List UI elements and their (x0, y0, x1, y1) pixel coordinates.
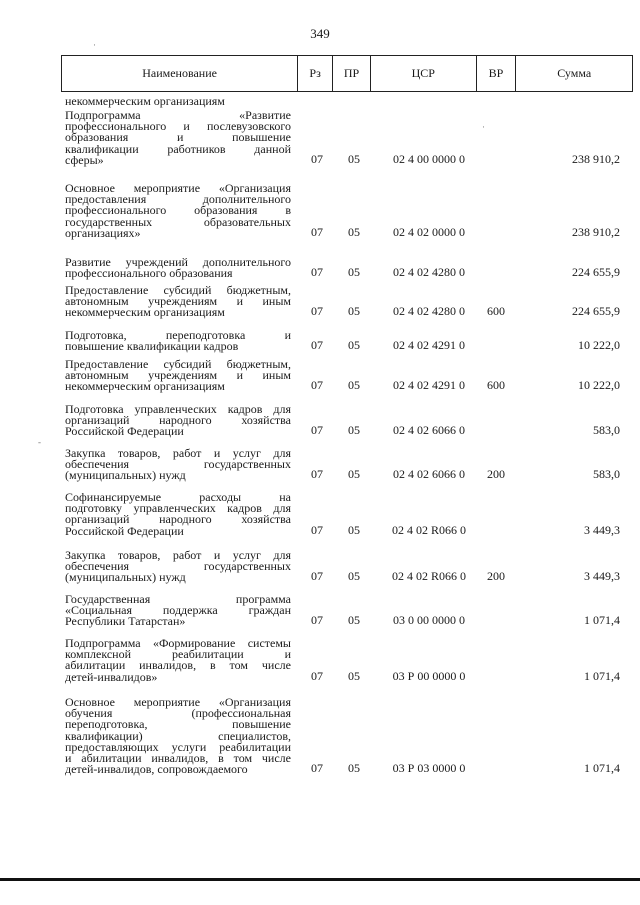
row-pr: 05 (348, 522, 360, 537)
row-name (65, 492, 291, 537)
row-name-line: обеспечения государственных (65, 559, 291, 574)
row-name-line: детей-инвалидов» (65, 669, 158, 684)
row-name (65, 638, 291, 683)
row-name-line: Предоставление субсидий бюджетным, (65, 283, 291, 297)
row-name-line: профессионального и послевузовского (65, 119, 291, 134)
row-name-line: (муниципальных) нужд (65, 468, 186, 483)
row-csr: 02 4 02 4291 0 (393, 378, 465, 393)
row-rz: 07 (311, 338, 323, 353)
row-sum: 238 910,2 (572, 224, 620, 239)
row-name-line: Основное мероприятие «Организация (65, 695, 291, 709)
row-name-line: Софинансируемые расходы на (65, 490, 291, 504)
header-name: Наименование (62, 56, 298, 91)
row-name-line: Подготовка управленческих кадров для (65, 402, 291, 416)
row-pr: 05 (348, 668, 360, 683)
row-name-line: (муниципальных) нужд (65, 570, 186, 585)
row-pr: 05 (348, 761, 360, 776)
row-name (65, 285, 291, 319)
header-sum: Сумма (557, 66, 592, 80)
row-csr: 03 0 00 0000 0 (393, 613, 465, 628)
row-name-line: комплексной реабилитации и (65, 647, 291, 662)
row-csr: 02 4 02 6066 0 (393, 423, 465, 438)
row-name (65, 550, 291, 584)
row-vr: 600 (487, 378, 505, 393)
row-sum: 1 071,4 (584, 613, 620, 628)
row-rz: 07 (311, 423, 323, 438)
row-name-line: Республики Татарстан» (65, 614, 186, 629)
row-name-line: организаций народного хозяйства (65, 512, 291, 527)
row-csr: 03 Р 00 0000 0 (392, 668, 466, 683)
row-rz: 07 (311, 224, 323, 239)
row-sum: 238 910,2 (572, 151, 620, 166)
row-pr: 05 (348, 378, 360, 393)
row-name (65, 257, 291, 279)
row-pr: 05 (348, 338, 360, 353)
scan-mark: · (482, 122, 485, 132)
row-name-line: автономным учреждениям и иным (65, 368, 291, 383)
scan-mark: - (38, 437, 41, 447)
row-rz: 07 (311, 761, 323, 776)
row-name-line: Российской Федерации (65, 523, 184, 538)
header-rz: Рз (298, 56, 333, 91)
row-pr: 05 (348, 423, 360, 438)
row-rz: 07 (311, 522, 323, 537)
row-name-line: некоммерческим организациям (65, 379, 225, 394)
row-sum: 583,0 (593, 423, 620, 438)
header-pr: ПР (333, 56, 371, 91)
row-name-line: Закупка товаров, работ и услуг для (65, 446, 291, 460)
row-csr: 02 4 02 0000 0 (393, 224, 465, 239)
row-name-line: абилитации инвалидов, в том числе (65, 658, 291, 673)
row-csr: 02 4 02 R066 0 (391, 522, 466, 537)
row-vr: 200 (487, 467, 505, 482)
row-name-line: предоставления дополнительного (65, 192, 291, 207)
row-vr: 600 (487, 304, 505, 319)
row-rz: 07 (311, 151, 323, 166)
row-sum: 10 222,0 (578, 338, 620, 353)
row-name-line: и абилитации инвалидов, в том числе (65, 751, 291, 766)
row-sum: 224 655,9 (572, 265, 620, 280)
table-header (61, 55, 633, 92)
row-name (65, 448, 291, 482)
row-pr: 05 (348, 613, 360, 628)
row-csr: 02 4 02 4280 0 (393, 304, 465, 319)
row-rz: 07 (311, 467, 323, 482)
row-name-line: Развитие учреждений дополнительного (65, 255, 291, 269)
scan-mark: · (93, 40, 96, 50)
row-name-line: организаций народного хозяйства (65, 413, 291, 428)
row-sum: 224 655,9 (572, 304, 620, 319)
row-name-line: повышение квалификации кадров (65, 339, 239, 354)
row-sum: 583,0 (593, 467, 620, 482)
row-rz: 07 (311, 378, 323, 393)
row-pr: 05 (348, 569, 360, 584)
row-name-line: предоставляющих услуги реабилитации (65, 739, 291, 754)
row-pr: 05 (348, 265, 360, 280)
row-sum: 1 071,4 (584, 761, 620, 776)
row-name (65, 594, 291, 628)
row-name-line: Подготовка, переподготовка и (65, 328, 291, 342)
row-name-line: сферы» (65, 152, 104, 167)
row-name-line: детей-инвалидов, сопровождаемого (65, 762, 248, 777)
header-csr: ЦСР (371, 56, 477, 91)
row-name-line: обеспечения государственных (65, 457, 291, 472)
row-name-line: переподготовка, повышение (65, 717, 291, 732)
row-name (65, 96, 291, 107)
row-csr: 02 4 02 4291 0 (393, 338, 465, 353)
row-name-line: автономным учреждениям и иным (65, 294, 291, 309)
row-name-line: организациях» (65, 225, 141, 240)
row-name-line: Подпрограмма «Развитие (65, 108, 291, 122)
row-name-line: «Социальная поддержка граждан (65, 603, 291, 618)
row-rz: 07 (311, 265, 323, 280)
row-pr: 05 (348, 304, 360, 319)
row-sum: 3 449,3 (584, 569, 620, 584)
row-name (65, 404, 291, 438)
row-name-line: Российской Федерации (65, 424, 184, 439)
row-name-line: государственных образовательных (65, 214, 291, 229)
row-name-line: Предоставление субсидий бюджетным, (65, 357, 291, 371)
row-name-line: некоммерческим организациям (65, 94, 225, 108)
row-name-line: подготовку управленческих кадров для (65, 501, 291, 516)
row-csr: 02 4 00 0000 0 (393, 151, 465, 166)
row-name (65, 330, 291, 352)
row-name (65, 359, 291, 393)
row-csr: 02 4 02 R066 0 (391, 569, 466, 584)
row-name (65, 697, 291, 775)
row-rz: 07 (311, 304, 323, 319)
row-vr: 200 (487, 569, 505, 584)
row-name-line: Основное мероприятие «Организация (65, 181, 291, 195)
row-name-line: Закупка товаров, работ и услуг для (65, 548, 291, 562)
row-name-line: некоммерческим организациям (65, 305, 225, 320)
row-sum: 3 449,3 (584, 522, 620, 537)
row-name-line: квалификации работников данной (65, 141, 291, 156)
row-csr: 02 4 02 6066 0 (393, 467, 465, 482)
row-csr: 03 Р 03 0000 0 (392, 761, 466, 776)
row-sum: 10 222,0 (578, 378, 620, 393)
header-vr: ВР (477, 56, 517, 91)
row-pr: 05 (348, 467, 360, 482)
page-bottom-border (0, 878, 640, 881)
row-name (65, 110, 291, 166)
row-rz: 07 (311, 668, 323, 683)
row-rz: 07 (311, 613, 323, 628)
row-name-line: Подпрограмма «Формирование системы (65, 636, 291, 650)
row-name-line: профессионального образования (65, 266, 233, 281)
row-sum: 1 071,4 (584, 668, 620, 683)
row-name-line: обучения (профессиональная (65, 706, 291, 721)
row-csr: 02 4 02 4280 0 (393, 265, 465, 280)
page-number: 349 (310, 26, 330, 41)
row-name-line: образования и повышение (65, 130, 291, 145)
row-pr: 05 (348, 224, 360, 239)
row-name (65, 183, 291, 239)
row-pr: 05 (348, 151, 360, 166)
row-rz: 07 (311, 569, 323, 584)
row-name-line: квалификации) специалистов, (65, 728, 291, 743)
row-name-line: профессионального образования в (65, 203, 291, 218)
row-name-line: Государственная программа (65, 592, 291, 606)
